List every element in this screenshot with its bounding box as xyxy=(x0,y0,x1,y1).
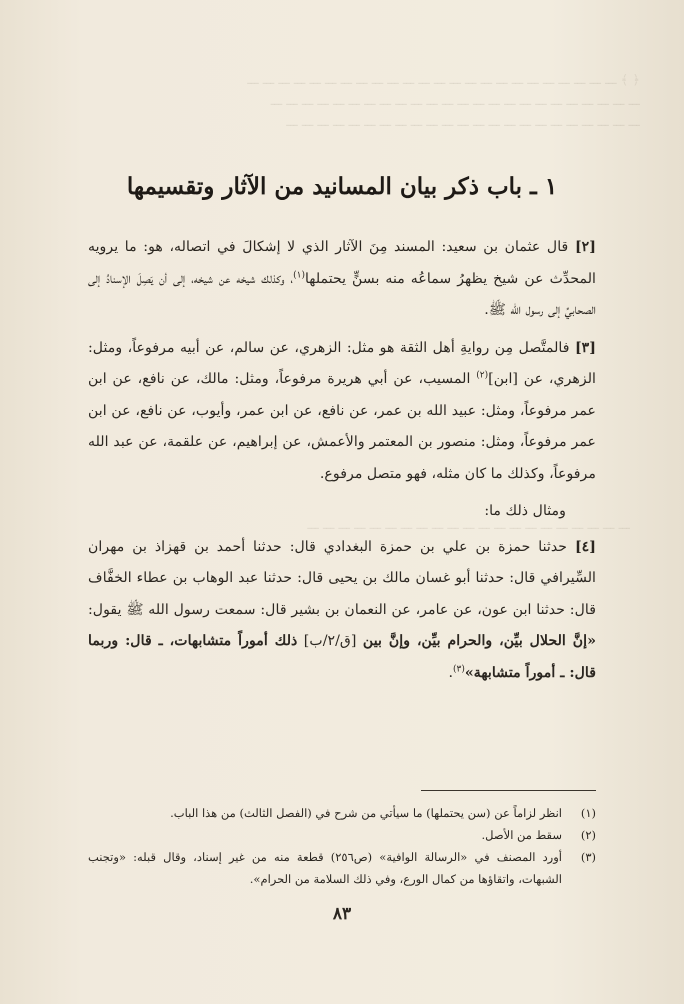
footnote-separator xyxy=(421,790,596,791)
paragraph-number: [٤] xyxy=(574,538,596,555)
paragraph-text: قال عثمان بن سعيد: المسند مِنَ الآثار الذي لا إشكالَ في اتصاله، هو: ما يرويه المحدِّث عن شيخ يظهرُ سماعُه منه بسنٍّ يحتملها xyxy=(88,239,596,287)
footnote-text: أورد المصنف في «الرسالة الوافية» (ص٢٥٦) قطعة منه من غير إسناد، وقال قبله: «وتجنب الشبهات، واتقاؤها من كمال الورع، وفي ذلك السلامة من الحرام». xyxy=(88,850,562,886)
paragraph-3 xyxy=(88,333,596,491)
footnote-ref[interactable]: (٢) xyxy=(476,370,489,381)
footnote-1 xyxy=(88,802,596,824)
paragraph-number: [٢] xyxy=(574,239,596,255)
footnote-ref[interactable]: (٣) xyxy=(453,663,465,674)
paragraph-number: [٣] xyxy=(574,339,596,356)
footnote-text: سقط من الأصل. xyxy=(481,828,562,842)
chapter-title: ١ ـ باب ذكر بيان المسانيد من الآثار وتقسيمها xyxy=(126,173,558,200)
page-number: ٨٣ xyxy=(332,904,352,924)
show-through-text: ـــ ـــ ـــ ـــ ـــ ـــ ـــ ـــ ـــ ـــ ـــ ـــ ـــ ـــ ـــ ـــ ـــ ـــ ـــ ـــ ـــ xyxy=(307,518,630,533)
paragraph-end: . xyxy=(448,664,453,681)
hadith-text: «إنَّ الحلال بيِّن، والحرام بيِّن، وإنَّ بين xyxy=(362,633,596,649)
footnote-number: (١) xyxy=(580,806,596,820)
show-through-text: ﴿ ﴾ ـــ ـــ ـــ ـــ ـــ ـــ ـــ ـــ ـــ ـــ ـــ ـــ ـــ ـــ ـــ ـــ ـــ ـــ ـــ ـــ ـــ ـــ ـــ ـــ ـــ ـــ ـــ ـــ ـــ ـــ ـــ ـــ ـــ ـــ ـــ ـــ ـــ ـــ ـــ ـــ ـــ ـــ ـــ ـــ ـــ ـــ ـــ ـــ ـــ ـــ ـــ ـــ ـــ ـــ ـــ ـــ ـــ ـــ ـــ ـــ ـــ ـــ ـــ ـــ ـــ ـــ ـــ ـــ ـــ ـــ ـــ xyxy=(247,73,640,130)
hadith-text: ذلك أموراً متشابهات، ـ قال: وربما قال: ـ أموراً متشابهة» xyxy=(88,633,596,681)
footnote-number: (٣) xyxy=(580,850,596,864)
footnote-3 xyxy=(88,846,596,890)
paragraph-text: فالمتَّصل مِن روايةِ أهل الثقة هو مثل: الزهري، عن سالم، عن أبيه مرفوعاً، ومثل: الزهري، عن [ابن] xyxy=(88,339,596,387)
footnote-text: انظر لزاماً عن (سن يحتملها) ما سيأتي من شرح في (الفصل الثالث) من هذا الباب. xyxy=(170,806,562,820)
paragraph-text: المسيب، عن أبي هريرة مرفوعاً، ومثل: مالك، عن نافع، عن ابن عمر مرفوعاً، ومثل: عبيد الله بن عمر، عن نافع، عن ابن عمر، وأيوب، عن نافع، عن ابن عمر مرفوعاً، ومثل: منصور بن المعتمر والأعمش، عن إبراهيم، عن علقمة، عن عبد الله مرفوعاً، وكذلك ما كان مثله، فهو متصل مرفوع. xyxy=(88,371,596,482)
paragraph-2 xyxy=(88,232,596,327)
paragraph-text: حدثنا حمزة بن علي بن حمزة البغدادي قال: حدثنا أحمد بن قهزاذ بن مهران السِّيرافي قال: حدثنا أبو غسان مالك بن يحيى قال: حدثنا عبد الوهاب بن عطاء الخفَّاف قال: حدثنا ابن عون، عن عامر، عن النعمان بن بشير قال: سمعت رسول الله ﷺ يقول: xyxy=(88,538,596,618)
footnote-number: (٢) xyxy=(580,828,596,842)
main-text xyxy=(88,170,596,695)
paragraph-4 xyxy=(88,532,596,690)
footnote-ref[interactable]: (١) xyxy=(293,269,305,280)
paragraph-text: ، وكذلك شيخه عن شيخه، إلى أن يَصِلَ الإسنادُ إلى الصحابيِّ إلى رسول الله ﷺ. xyxy=(88,270,596,318)
footnotes xyxy=(88,802,596,890)
footnote-2 xyxy=(88,824,596,846)
example-intro: ومثال ذلك ما: xyxy=(484,503,566,519)
manuscript-ref: [ق/٢/ب] xyxy=(297,633,363,649)
